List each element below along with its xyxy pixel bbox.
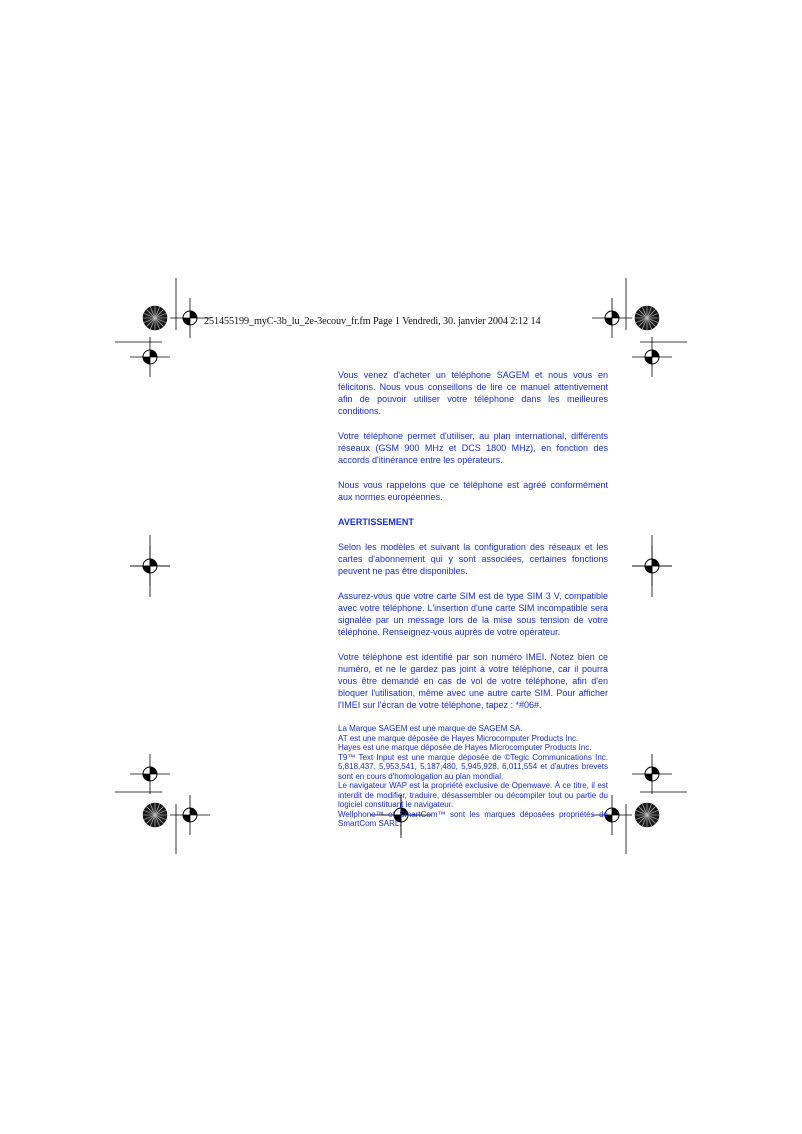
trademark-line: Le navigateur WAP est la propriété exclusive de Openwave. À ce titre, il est interdit de modifier, traduire, désassembler ou décompiler tout ou partie du logiciel constituant le navigateur. xyxy=(338,781,608,809)
trademark-line: Wellphone™ et SmartCom™ sont les marques déposées propriétés de SmartCom SARL. xyxy=(338,809,608,828)
page-content xyxy=(338,369,608,829)
warning-paragraph-3: Votre téléphone est identifié par son numéro IMEI. Notez bien ce numéro, et ne le gardez pas joint à votre téléphone, car il pourra vous être demandé en cas de vol de votre téléphone, afin d'en bloquer l'utilisation, même avec une autre carte SIM. Pour afficher l'IMEI sur l'écran de votre téléphone, tapez : *#06#. xyxy=(338,652,608,710)
warning-heading: AVERTISSEMENT xyxy=(338,517,414,527)
trademark-notices xyxy=(338,724,608,829)
warning-paragraph-2: Assurez-vous que votre carte SIM est de type SIM 3 V, compatible avec votre téléphone. L'insertion d'une carte SIM incompatible sera signalée par un message lors de la mise sous tension de votre téléphone. Renseignez-vous auprès de votre opérateur. xyxy=(338,591,608,637)
intro-paragraph-1: Vous venez d'acheter un téléphone SAGEM et nous vous en félicitons. Nous vous conseillons de lire ce manuel attentivement afin de pouvoir utiliser votre téléphone dans les meilleures conditions. xyxy=(338,370,608,416)
trademark-line: AT est une marque déposée de Hayes Microcomputer Products Inc. xyxy=(338,733,579,743)
trademark-line: Hayes est une marque déposée de Hayes Microcomputer Products Inc. xyxy=(338,743,592,752)
intro-paragraph-2: Votre téléphone permet d'utiliser, au plan international, différents réseaux (GSM 900 MHz et DCS 1800 MHz), en fonction des accords d'itinérance entre les opérateurs. xyxy=(338,431,608,465)
file-header: 251455199_myC-3b_lu_2e-3ecouv_fr.fm Page 1 Vendredi, 30. janvier 2004 2:12 14 xyxy=(204,316,541,327)
intro-paragraph-3: Nous vous rappelons que ce téléphone est agréé conformément aux normes européennes. xyxy=(338,480,608,502)
warning-paragraph-1: Selon les modèles et suivant la configuration des réseaux et les cartes d'abonnement qui y sont associées, certaines fonctions peuvent ne pas être disponibles. xyxy=(338,542,608,576)
trademark-line: T9™ Text Input est une marque déposée de ©Tegic Communications Inc. 5,818,437, 5,953,541, 5,187,480, 5,945,928, 6,011,554 et d'autres brevets sont en cours d'homologation au plan mondial. xyxy=(338,752,608,781)
trademark-line: La Marque SAGEM est une marque de SAGEM SA. xyxy=(338,724,523,733)
